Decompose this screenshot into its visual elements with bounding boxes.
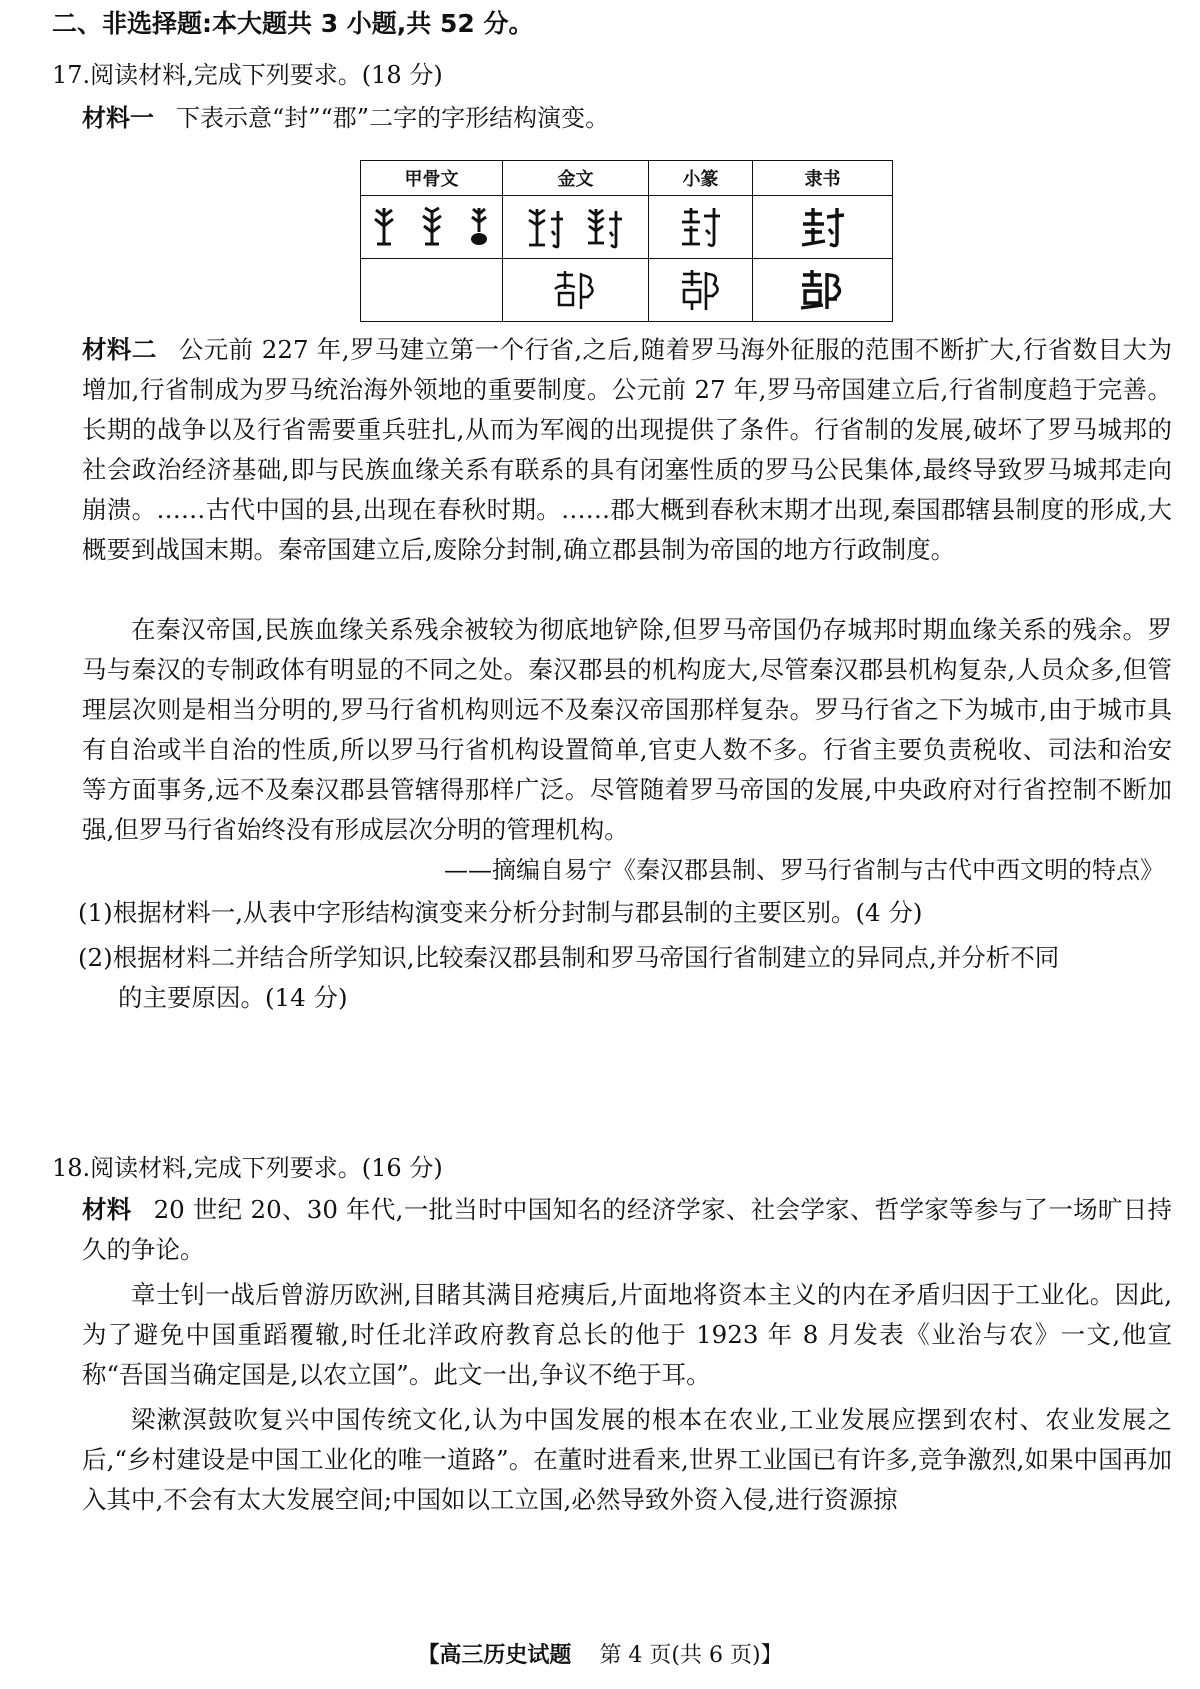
question-17-title: 17.阅读材料,完成下列要求。(18 分) [52, 61, 443, 89]
bronze-feng-glyph-2 [584, 205, 626, 249]
bronze-feng-glyph-1 [525, 205, 567, 249]
header-small-seal: 小篆 [649, 161, 753, 196]
material-1-label: 材料一 [82, 104, 154, 132]
cell-feng-clerical [753, 196, 893, 259]
oracle-feng-glyph-1 [369, 206, 399, 248]
subquestion-1: (1)根据材料一,从表中字形结构演变来分析分封制与郡县制的主要区别。(4 分) [78, 898, 923, 927]
oracle-feng-glyph-2 [417, 206, 447, 248]
footer-page-number: 第 4 页(共 6 页)】 [599, 1643, 783, 1668]
q18-material-paragraph-1 [82, 1190, 1172, 1270]
cell-feng-oracle [361, 196, 503, 259]
q18-material-paragraph-2: 章士钊一战后曾游历欧洲,目睹其满目疮痍后,片面地将资本主义的内在矛盾归因于工业化。因此,为了避免中国重蹈覆辙,时任北洋政府教育总长的他于 1923 年 8 月发表《业治与农》一文,他宣称“吾国当确定国是,以农立国”。此文一出,争议不绝于耳。 [82, 1280, 1172, 1389]
q18-material-p1-text: 20 世纪 20、30 年代,一批当时中国知名的经济学家、社会学家、哲学家等参与了一场旷日持久的争论。 [82, 1195, 1172, 1264]
material-1-line [82, 98, 609, 138]
seal-jun-glyph [678, 266, 724, 314]
subquestion-2-line-2: 的主要原因。(14 分) [118, 983, 348, 1012]
question-18-title: 18.阅读材料,完成下列要求。(16 分) [52, 1154, 443, 1182]
character-evolution-table [360, 160, 893, 322]
cell-feng-seal [649, 196, 753, 259]
oracle-feng-glyph-3 [464, 206, 494, 248]
q18-material-paragraph-3: 梁漱溟鼓吹复兴中国传统文化,认为中国发展的根本在农业,工业发展应摆到农村、农业发展之后,“乡村建设是中国工业化的唯一道路”。在董时进看来,世界工业国已有许多,竞争激烈,如果中国再加入其中,不会有太大发展空间;中国如以工立国,必然导致外资入侵,进行资源掠 [82, 1405, 1172, 1514]
material-2-label: 材料二 [82, 335, 157, 364]
q18-material-label: 材料 [82, 1195, 132, 1224]
material-source-citation: ——摘编自易宁《秦汉郡县制、罗马行省制与古代中西文明的特点》 [444, 856, 1164, 884]
table-header-row [361, 161, 893, 196]
header-clerical: 隶书 [753, 161, 893, 196]
subquestion-2-line-1: (2)根据材料二并结合所学知识,比较秦汉郡县制和罗马帝国行省制建立的异同点,并分析不同 [78, 943, 1060, 972]
section-heading: 二、非选择题:本大题共 3 小题,共 52 分。 [52, 9, 534, 38]
material-2-p1-text: 公元前 227 年,罗马建立第一个行省,之后,随着罗马海外征服的范围不断扩大,行省数目大为增加,行省制成为罗马统治海外领地的重要制度。公元前 27 年,罗马帝国建立后,行省制度趋于完善。长期的战争以及行省需要重兵驻扎,从而为军阀的出现提供了条件。行省制的发展,破坏了罗马城邦的社会政治经济基础,即与民族血缘关系有联系的具有闭塞性质的罗马公民集体,最终导致罗马城邦走向崩溃。……古代中国的县,出现在春秋时期。……郡大概到春秋末期才出现,秦国郡辖县制度的形成,大概要到战国末期。秦帝国建立后,废除分封制,确立郡县制为帝国的地方行政制度。 [82, 335, 1172, 564]
material-2-paragraph-1 [82, 330, 1172, 570]
subquestion-2 [78, 938, 1168, 1018]
table-row-jun [361, 259, 893, 322]
seal-feng-glyph [678, 204, 724, 250]
header-bronze: 金文 [503, 161, 649, 196]
material-2-paragraph-2: 在秦汉帝国,民族血缘关系残余被较为彻底地铲除,但罗马帝国仍存城邦时期血缘关系的残余。罗马与秦汉的专制政体有明显的不同之处。秦汉郡县的机构庞大,尽管秦汉郡县机构复杂,人员众多,但管理层次则是相当分明的,罗马行省机构则远不及秦汉帝国那样复杂。罗马行省之下为城市,由于城市具有自治或半自治的性质,所以罗马行省机构设置简单,官吏人数不多。行省主要负责税收、司法和治安等方面事务,远不及秦汉郡县管辖得那样广泛。尽管随着罗马帝国的发展,中央政府对行省控制不断加强,但罗马行省始终没有形成层次分明的管理机构。 [82, 615, 1172, 844]
cell-feng-bronze [503, 196, 649, 259]
header-oracle-bone: 甲骨文 [361, 161, 503, 196]
material-1-text: 下表示意“封”“郡”二字的字形结构演变。 [176, 104, 610, 132]
bronze-jun-glyph [551, 267, 601, 313]
clerical-feng-glyph [800, 204, 846, 250]
cell-jun-bronze [503, 259, 649, 322]
page-footer [0, 1641, 1200, 1671]
cell-jun-seal [649, 259, 753, 322]
table-row-feng [361, 196, 893, 259]
cell-jun-clerical [753, 259, 893, 322]
cell-jun-oracle-empty [361, 259, 503, 322]
footer-title: 【高三历史试题 [417, 1643, 572, 1668]
clerical-jun-glyph [799, 267, 847, 313]
